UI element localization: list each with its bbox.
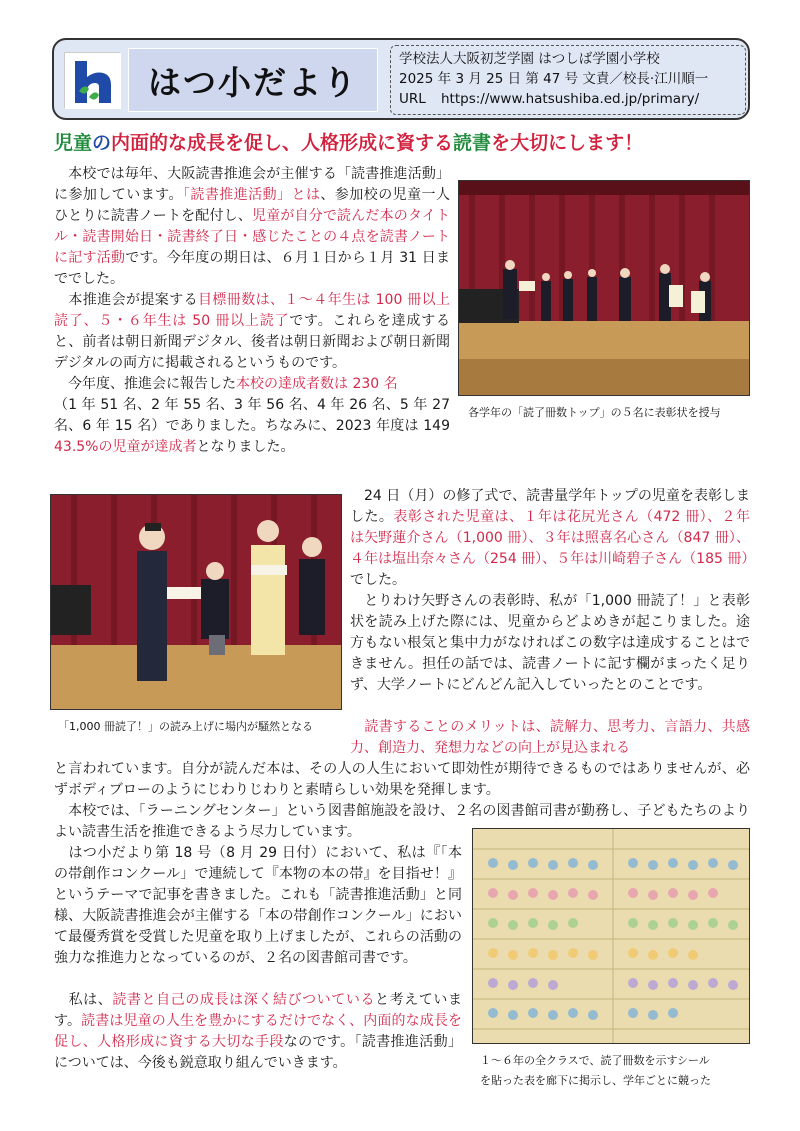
paragraph-1 [54, 164, 450, 290]
text-run-emphasis: 表彰された児童は、１年は花尻光さん（472 冊）、２年は矢野蓮介さん（1,000 冊）、３年は照喜名心さん（847 冊）、４年は塩出奈々さん（254 冊）、５年は川崎碧子さん（185 冊） [350, 509, 756, 567]
text-run-emphasis: 読書は児童の人生を豊かにするだけでなく、内面的な成長を促し、人格形成に資する大切な手段 [54, 1013, 462, 1050]
text-run: 私は、 [54, 992, 113, 1008]
newsletter-title-box [128, 48, 378, 112]
paragraph-4 [350, 486, 756, 591]
issue-info [390, 45, 746, 115]
paragraph-3-bottom [54, 437, 750, 458]
paragraph-3-mid [54, 395, 450, 437]
photo-1-caption: 各学年の「読了冊数トップ」の５名に表彰状を授与 [468, 406, 721, 419]
stage-photo-illustration [459, 181, 750, 396]
masthead [52, 38, 750, 120]
paragraph-6-top [350, 717, 750, 759]
text-run: 今年度、推進会に報告した [54, 376, 236, 392]
text-run [350, 719, 364, 735]
sticker-chart-illustration [473, 829, 750, 1044]
school-logo [64, 52, 120, 108]
reading-chart-wall-photo [472, 828, 750, 1044]
text-run: （1 年 51 名、2 年 55 名、3 年 56 名、4 年 26 名、5 年 27 名、6 年 15 名）でありました。ちなみに、2023 年度は 149 [54, 397, 450, 434]
text-run: です。これらを達成すると、前者は朝日新聞デジタル、後者は朝日新聞および朝日新聞デジタルの両方に掲載されるというものです。 [54, 313, 450, 371]
text-run: 本校では、「ラーニングセンター」という図書館施設を設け、２名の図書館司書が勤務し、子どもたちのよりよい読書生活を推進できるよう尽力しています。 [54, 803, 750, 840]
issue-date: 2025 年 3 月 25 日 第 47 号 文責／校長·江川順一 [399, 71, 709, 87]
text-run: となりました。 [196, 439, 295, 455]
paragraph-6-bottom [54, 759, 750, 801]
award-ceremony-stage-photo [458, 180, 750, 396]
headline-part: 内面的な成長を促し、人格形成に資する [111, 132, 454, 154]
text-run: 本校では毎年、大阪読書推進会が主催する「読書推進活動」に参加しています。 [54, 166, 450, 203]
photo-2-caption: 「1,000 冊読了！」の読み上げに場内が騒然となる [58, 720, 313, 733]
text-run-emphasis: 読書と自己の成長は深く結びついている [112, 992, 376, 1008]
text-run: 24 日（月）の修了式で、読書量学年トップの児童を表彰しました。 [350, 488, 750, 525]
text-run-emphasis: 読書することのメリットは、読解力、思考力、言語力、共感力、創造力、発想力などの向上が見込まれる [350, 719, 750, 756]
handover-photo-illustration [51, 495, 342, 710]
text-run: と言われています。自分が読んだ本は、その人の人生において即効性が期待できるものではありませんが、必ずボディブローのようにじわりじわりと素晴らしい効果を発揮します。 [54, 761, 750, 798]
text-run: とりわけ矢野さんの表彰時、私が「1,000 冊読了！」と表彰状を読み上げた際には、児童からどよめきが起こりました。途方もない根気と集中力がなければこの数字は達成することはできません。担任の話では、読書ノートに記す欄がまったく足りず、大学ノートにどんどん記入していったとのことです。 [350, 593, 750, 693]
text-run-emphasis: 43.5%の児童が達成者 [54, 439, 197, 455]
newsletter-title: はつ小だより [148, 62, 358, 102]
text-run: でした。 [350, 572, 406, 588]
text-run: 、参加校の児童一人ひとりに読書ノートを配付し、 [54, 187, 450, 224]
url-label: URL [399, 91, 426, 107]
headline-part: の [92, 132, 112, 154]
paragraph-8 [54, 843, 462, 969]
paragraph-9 [54, 990, 462, 1074]
school-url-line [399, 89, 737, 109]
text-run: 本推進会が提案する [54, 292, 198, 308]
school-logo-icon [65, 53, 121, 109]
text-run-emphasis: 本校の達成者数は 230 名 [236, 376, 398, 392]
paragraph-2 [54, 290, 450, 374]
text-run: なのです。「読書推進活動」については、今後も鋭意取り組んでいきます。 [54, 1034, 462, 1071]
headline-part: 児童 [54, 132, 93, 154]
school-url[interactable]: https://www.hatsushiba.ed.jp/primary/ [441, 91, 700, 107]
paragraph-5 [350, 591, 750, 696]
text-run: と考えています。 [54, 992, 463, 1029]
text-run-emphasis: 「読書推進活動」とは [182, 187, 321, 203]
text-run: です。今年度の期日は、６月１日から１月 31 日まででした。 [54, 250, 451, 287]
text-run-emphasis: 目標冊数は、１～４年生は 100 冊以上読了、５・６年生は 50 冊以上読了 [54, 292, 451, 329]
headline-part: を大切にします！ [491, 132, 644, 154]
text-run: はつ小だより第 18 号（8 月 29 日付）において、私は『「本の帯創作コンクール」で連続して『本物の本の帯』を目指せ！』というテーマで記事を書きました。これも「読書推進活動」と同様、大阪読書推進会が主催する「本の帯創作コンクール」において最優秀賞を受賞した児童を取り上げましたが、これらの活動の強力な推進力となっているのが、２名の図書館司書です。 [54, 845, 462, 966]
article-headline [54, 130, 754, 156]
headline-part: 読書 [453, 132, 492, 154]
photo-3-caption-line-1: １～６年の全クラスで、読了冊数を示すシール [480, 1054, 710, 1067]
text-run-emphasis: 児童が自分で読んだ本のタイトル・読書開始日・読書終了日・感じたことの４点を読書ノートに記す活動 [54, 208, 450, 266]
school-name: 学校法人大阪初芝学園 はつしば学園小学校 [399, 51, 660, 67]
photo-3-caption-line-2: を貼った表を廊下に掲示し、学年ごとに競った [480, 1074, 711, 1087]
award-handover-photo [50, 494, 342, 710]
